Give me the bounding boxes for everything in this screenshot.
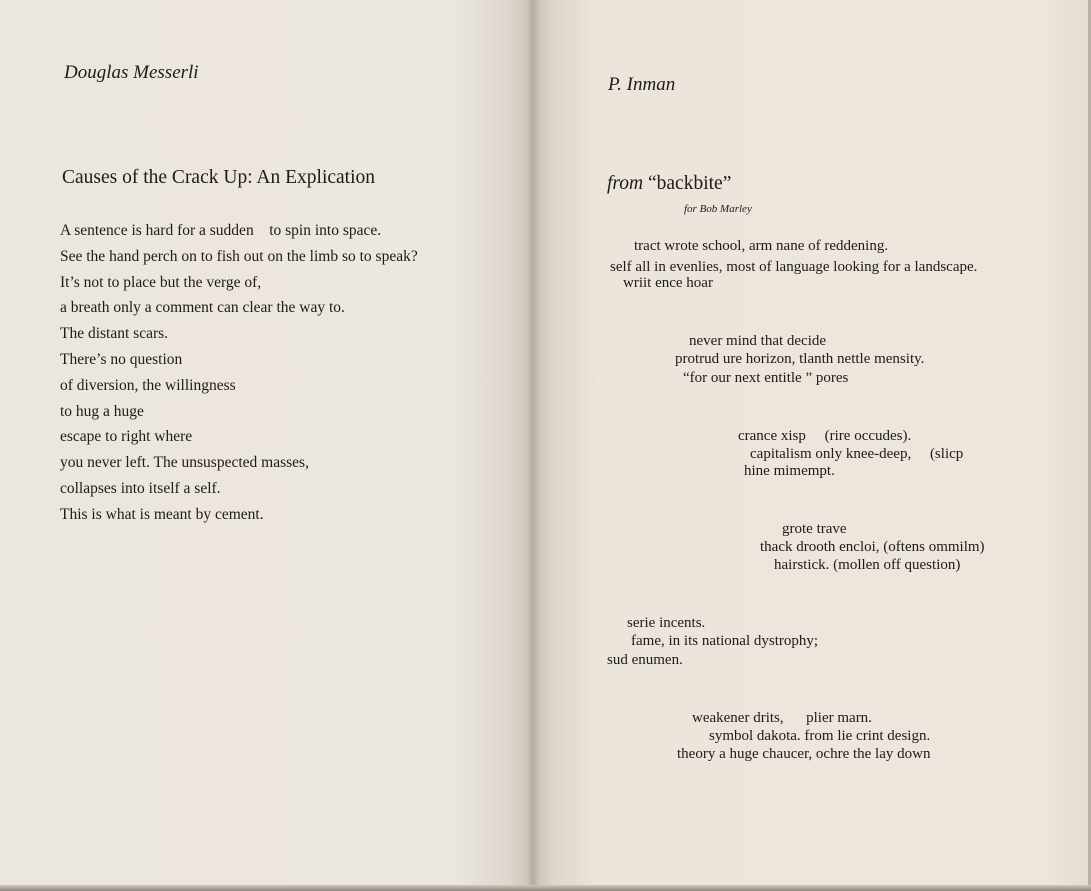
poem-line: hairstick. (mollen off question) [774,557,961,573]
poem-line: The distant scars. [60,325,169,343]
poem-line: grote trave [782,521,847,537]
poem-line: weakener drits, plier marn. [692,710,872,726]
poem-line: protrud ure horizon, tlanth nettle mensity. [675,351,925,367]
page-bottom-edge [0,885,1091,891]
poem-line: There’s no question [60,350,183,368]
poem-line: theory a huge chaucer, ochre the lay down [677,746,931,762]
right-poem-title [607,173,731,195]
dedication: for Bob Marley [684,203,752,215]
book-gutter [526,0,540,891]
poem-line: A sentence is hard for a sudden to spin into space. [60,222,382,239]
poem-line: you never left. The unsuspected masses, [60,454,309,472]
poem-line: sud enumen. [607,652,683,668]
poem-line: serie incents. [627,615,706,631]
poem-line: capitalism only knee-deep, (slicp [750,446,964,462]
from-word: from [607,173,644,194]
poem-line: to hug a huge [60,402,144,420]
poem-line: tract wrote school, arm nane of reddening. [634,238,889,254]
poem-line: of diversion, the willingness [60,376,236,394]
left-poem-title: Causes of the Crack Up: An Explication [62,167,376,188]
poem-line: fame, in its national dystrophy; [631,633,819,649]
poem-line: It’s not to place but the verge of, [60,273,262,291]
poem-line: never mind that decide [689,333,827,349]
left-author-name: Douglas Messerli [64,62,199,83]
poem-line: escape to right where [60,428,193,446]
poem-line: crance xisp (rire occudes). [738,428,912,444]
poem-line: This is what is meant by cement. [60,505,264,523]
poem-line: See the hand perch on to fish out on the limb so to speak? [60,247,418,265]
left-poem-body [60,218,520,528]
poem-line: “for our next entitle ” pores [683,370,849,386]
poem-line: hine mimempt. [744,463,835,479]
poem-line: collapses into itself a self. [60,479,221,497]
poem-line: self all in evenlies, most of language looking for a landscape. [610,259,978,275]
poem-line: wriit ence hoar [623,275,713,291]
poem-line: symbol dakota. from lie crint design. [709,728,931,744]
poem-title-text: “backbite” [648,173,732,194]
poem-line: a breath only a comment can clear the way to. [60,299,345,317]
right-author-name: P. Inman [608,74,676,95]
poem-line: thack drooth encloi, (oftens ommilm) [760,539,985,555]
